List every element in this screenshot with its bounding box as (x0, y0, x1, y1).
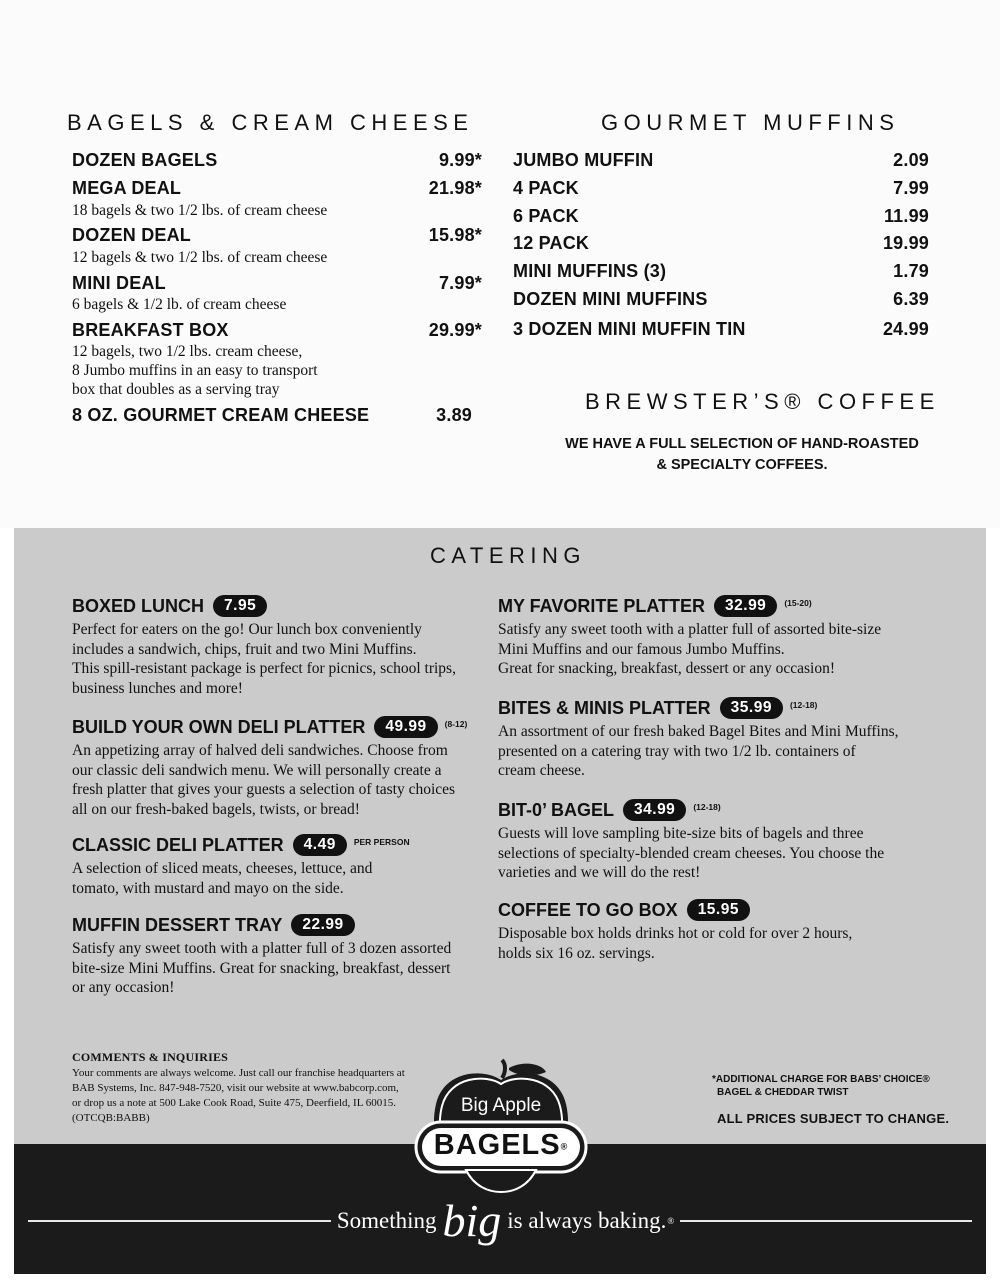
item-price: 6.39 (893, 289, 929, 309)
item-name: JUMBO MUFFIN (513, 150, 654, 170)
desc-line: holds six 16 oz. servings. (498, 944, 655, 962)
catering-item-header (498, 593, 918, 619)
coffee-note-line: WE HAVE A FULL SELECTION OF HAND-ROASTED (565, 436, 919, 452)
serving-note: (12-18) (789, 700, 818, 710)
comments-line: (OTCQB:BABB) (72, 1112, 150, 1124)
tagline-big: big (442, 1195, 502, 1246)
tagline-rule-right (680, 1220, 972, 1222)
coffee-section-title: BREWSTER’S® COFFEE (585, 389, 940, 414)
big-apple-bagels-logo (414, 1058, 588, 1200)
item-name: BREAKFAST BOX (72, 320, 229, 340)
catering-item-bites-minis-platter (498, 695, 918, 781)
logo-registered-mark: ® (560, 1141, 569, 1152)
desc-line: A selection of sliced meats, cheeses, lettuce, and (72, 860, 373, 877)
menu-item-dozen-bagels (72, 150, 482, 171)
item-name: BOXED LUNCH (72, 595, 205, 616)
item-name: MEGA DEAL (72, 178, 182, 198)
footnote-additional-charge (712, 1073, 930, 1099)
desc-line: box that doubles as a serving tray (72, 381, 280, 398)
logo-main-text (414, 1129, 588, 1162)
tagline-text (336, 1195, 675, 1246)
price-pill: 49.99 (374, 716, 437, 738)
coffee-note-line: & SPECIALTY COFFEES. (656, 457, 828, 473)
catering-item-build-your-own-deli-platter (72, 714, 482, 819)
item-name: MY FAVORITE PLATTER (498, 595, 706, 616)
price-pill: 7.95 (213, 595, 267, 617)
logo-bagels-text: BAGELS (433, 1129, 561, 1161)
menu-item-gourmet-cream-cheese (72, 405, 472, 426)
bagels-section-title: BAGELS & CREAM CHEESE (67, 110, 474, 135)
menu-item-breakfast-box (72, 320, 482, 341)
desc-line: Guests will love sampling bite-size bits of bagels and three (498, 825, 864, 842)
desc-line: Disposable box holds drinks hot or cold for over 2 hours, (498, 925, 853, 942)
tagline-rule-left (28, 1220, 331, 1222)
item-description: 12 bagels & two 1/2 lbs. of cream cheese (72, 249, 328, 266)
catering-item-classic-deli-platter (72, 832, 482, 898)
desc-line: 8 Jumbo muffins in an easy to transport (72, 362, 318, 379)
comments-heading: COMMENTS & INQUIRIES (72, 1050, 229, 1064)
menu-item-jumbo-muffin (513, 150, 929, 171)
item-name: BUILD YOUR OWN DELI PLATTER (72, 716, 366, 737)
comments-line: Your comments are always welcome. Just call our franchise headquarters at (72, 1067, 405, 1079)
item-description (498, 924, 918, 963)
desc-line: Satisfy any sweet tooth with a platter full of 3 dozen assorted (72, 940, 452, 957)
item-name: 6 PACK (513, 206, 579, 226)
item-price: 3.89 (436, 405, 472, 425)
menu-item-dozen-mini-muffins (513, 289, 929, 310)
serving-note: (8-12) (444, 719, 468, 729)
footnote-line: *ADDITIONAL CHARGE FOR BABS’ CHOICE® (712, 1074, 930, 1085)
desc-line: An appetizing array of halved deli sandwiches. Choose from (72, 742, 448, 759)
comments-inquiries (72, 1050, 432, 1126)
item-name: MINI MUFFINS (3) (513, 261, 667, 281)
menu-item-4-pack (513, 178, 929, 199)
item-description (498, 722, 918, 781)
desc-line: tomato, with mustard and mayo on the side. (72, 879, 344, 897)
desc-line: presented on a catering tray with two 1/2 lb. containers of (498, 742, 856, 760)
item-description (72, 342, 318, 399)
item-price: 1.79 (893, 261, 929, 281)
item-price: 11.99 (883, 206, 929, 226)
comments-body (72, 1066, 432, 1126)
desc-line: Perfect for eaters on the go! Our lunch box conveniently (72, 621, 422, 638)
item-description (498, 824, 918, 883)
catering-item-header (72, 912, 482, 938)
item-price: 2.09 (893, 150, 929, 170)
item-name: 4 PACK (513, 178, 579, 198)
logo-top-text: Big Apple (460, 1095, 542, 1116)
item-name: BITES & MINIS PLATTER (498, 697, 711, 718)
catering-item-header (72, 714, 482, 740)
item-name: DOZEN MINI MUFFINS (513, 289, 708, 309)
menu-item-12-pack (513, 233, 929, 254)
desc-line: selections of specialty-blended cream cheeses. You choose the (498, 844, 885, 862)
menu-item-mini-muffin-tin (513, 319, 929, 340)
item-description: 18 bagels & two 1/2 lbs. of cream cheese (72, 202, 328, 219)
item-name: MINI DEAL (72, 273, 166, 293)
item-description (72, 859, 482, 898)
item-name: MUFFIN DESSERT TRAY (72, 914, 283, 935)
catering-item-my-favorite-platter (498, 593, 918, 679)
tagline-after: is always baking. (507, 1208, 667, 1233)
desc-line: includes a sandwich, chips, fruit and two Mini Muffins. (72, 640, 417, 658)
item-name: 8 OZ. GOURMET CREAM CHEESE (72, 405, 370, 425)
catering-item-header (498, 797, 918, 823)
desc-line: bite-size Mini Muffins. Great for snacking, breakfast, dessert (72, 959, 451, 977)
price-pill: 22.99 (291, 914, 354, 936)
catering-item-header (72, 832, 482, 858)
item-description (72, 741, 482, 819)
menu-item-6-pack (513, 206, 929, 227)
menu-item-mini-muffins (513, 261, 929, 282)
item-name: DOZEN DEAL (72, 225, 191, 245)
serving-note: PER PERSON (353, 837, 410, 847)
item-description (72, 939, 482, 998)
catering-item-header (72, 593, 482, 619)
prices-subject-to-change: ALL PRICES SUBJECT TO CHANGE. (717, 1111, 950, 1126)
item-description: 6 bagels & 1/2 lb. of cream cheese (72, 296, 287, 313)
item-price: 15.98* (428, 225, 482, 245)
item-description (498, 620, 918, 679)
footnote-line: BAGEL & CHEDDAR TWIST (717, 1087, 849, 1098)
price-pill: 34.99 (623, 799, 686, 821)
desc-line: An assortment of our fresh baked Bagel Bites and Mini Muffins, (498, 723, 899, 740)
item-name: 3 DOZEN MINI MUFFIN TIN (513, 319, 746, 339)
tagline-registered-mark: ® (667, 1216, 675, 1226)
item-price: 9.99* (438, 150, 482, 170)
item-price: 24.99 (882, 319, 929, 339)
catering-item-header (498, 695, 918, 721)
menu-item-mega-deal (72, 178, 482, 199)
item-price: 7.99 (893, 178, 929, 198)
desc-line: all on our fresh-baked bagels, twists, or bread! (72, 800, 360, 818)
item-price: 7.99* (438, 273, 482, 293)
price-pill: 4.49 (293, 834, 347, 856)
desc-line: Mini Muffins and our famous Jumbo Muffins. (498, 640, 785, 658)
menu-item-dozen-deal (72, 225, 482, 246)
serving-note: (12-18) (693, 802, 721, 812)
catering-item-boxed-lunch (72, 593, 482, 698)
desc-line: varieties and we will do the rest! (498, 864, 701, 881)
catering-item-header (498, 897, 918, 923)
item-name: BIT-0’ BAGEL (498, 799, 615, 820)
comments-line: or drop us a note at 500 Lake Cook Road, Suite 475, Deerfield, IL 60015. (72, 1097, 397, 1109)
catering-item-bit-o-bagel (498, 797, 918, 883)
desc-line: cream cheese. (498, 762, 585, 779)
item-name: DOZEN BAGELS (72, 150, 218, 170)
catering-item-muffin-dessert-tray (72, 912, 482, 998)
price-pill: 35.99 (720, 697, 783, 719)
price-pill: 15.95 (687, 899, 750, 921)
desc-line: or any occasion! (72, 979, 175, 996)
coffee-note (540, 434, 944, 476)
price-pill: 32.99 (714, 595, 777, 617)
desc-line: our classic deli sandwich menu. We will personally create a (72, 761, 442, 779)
item-name: COFFEE TO GO BOX (498, 899, 678, 920)
comments-line: BAB Systems, Inc. 847-948-7520, visit our website at www.babcorp.com, (72, 1082, 399, 1094)
desc-line: Satisfy any sweet tooth with a platter full of assorted bite-size (498, 621, 882, 638)
item-price: 21.98* (428, 178, 482, 198)
muffins-section-title: GOURMET MUFFINS (601, 110, 900, 135)
desc-line: fresh platter that gives your guests a selection of tasty choices (72, 781, 456, 798)
desc-line: 12 bagels, two 1/2 lbs. cream cheese, (72, 343, 303, 360)
item-price: 29.99* (428, 320, 482, 340)
item-description (72, 620, 482, 698)
tagline-before: Something (336, 1208, 437, 1233)
menu-item-mini-deal (72, 273, 482, 294)
item-name: 12 PACK (513, 233, 590, 253)
desc-line: This spill-resistant package is perfect for picnics, school trips, (72, 660, 456, 677)
desc-line: Great for snacking, breakfast, dessert or any occasion! (498, 660, 835, 677)
serving-note: (15-20) (784, 598, 812, 608)
tagline (0, 1195, 1000, 1246)
item-name: CLASSIC DELI PLATTER (72, 834, 284, 855)
catering-item-coffee-to-go-box (498, 897, 918, 963)
desc-line: business lunches and more! (72, 679, 243, 697)
catering-section-title: CATERING (430, 543, 587, 568)
item-price: 19.99 (882, 233, 929, 253)
